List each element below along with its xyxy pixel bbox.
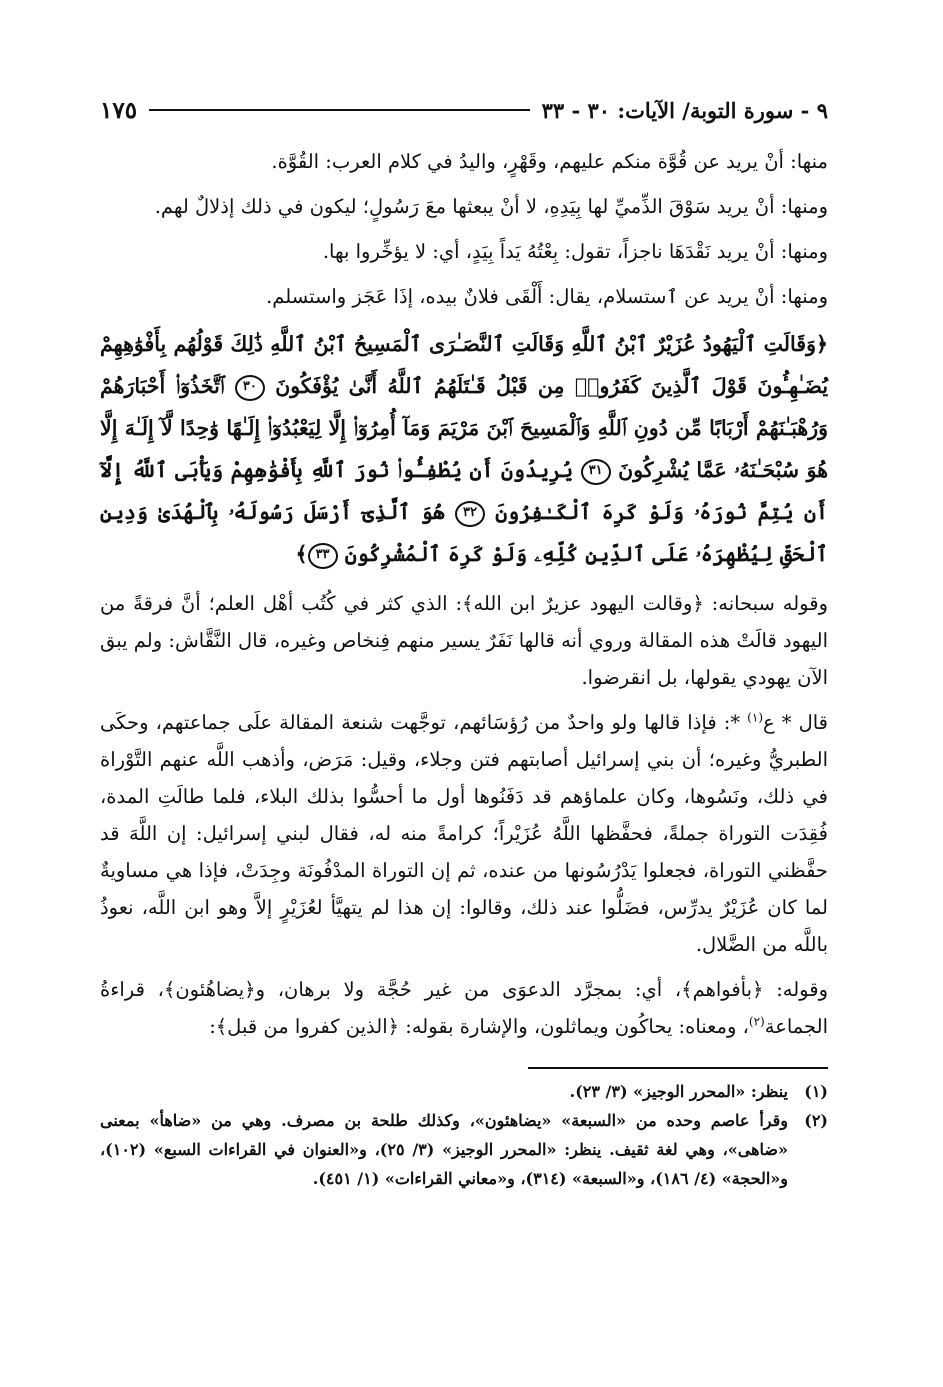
footnotes: [100, 1077, 828, 1193]
paragraph: ومنها: أنْ يريد عن ٱستسلام، يقال: أَلْقَى فلانٌ بيده، إذَا عَجَز واستسلم.: [266, 285, 828, 308]
paragraph: [100, 971, 828, 1045]
footnote-number: (١): [804, 1082, 828, 1101]
paragraph: [100, 704, 828, 963]
footnote-number: (٢): [804, 1111, 828, 1130]
ayah-marker: ٣٠: [235, 375, 265, 401]
text-run: وقوله: ﴿بأفواهم﴾، أي: بمجرَّد الدعوَى من غير حُجَّة ولا برهان، و﴿يضاهُئون﴾، قراءةُ الجماعة: [100, 978, 828, 1038]
ayah-marker: ٣٢: [455, 501, 485, 527]
text-run: ، ومعناه: يحاكُون ويماثلون، والإشارة بقوله: ﴿الذين كفروا من قبل﴾:: [209, 1015, 749, 1038]
verse-text: ٱتَّخَذُوٓا۟ أَحْبَارَهُمْ وَرُهْبَـٰنَهُمْ أَرْبَابًا مِّن دُونِ ٱللَّهِ وَٱلْمَسِيحَ ٱبْنَ مَرْيَمَ وَمَآ أُمِرُوٓا۟ إِلَّا لِيَعْبُدُوٓا۟ إِلَـٰهًا وَٰحِدًا لَّآ إِلَـٰهَ إِلَّا هُوَ سُبْحَـٰنَهُۥ عَمَّا يُشْرِكُونَ: [100, 374, 829, 482]
footnote-text: وقرأ عاصم وحده من «السبعة» «يضاهئون»، وكذلك طلحة بن مصرف. وهي من «ضاهأ» بمعنى «ضاهى»، وهي لغة ثقيف. ينظر: «المحرر الوجيز» (٣/ ٢٥)، و«العنوان في القراءات السبع» (١٠٢)، و«الحجة» (٤/ ١٨٦)، و«السبعة» (٣١٤)، و«معاني القراءات» (١/ ٤٥١).: [100, 1111, 789, 1188]
footnote: [100, 1106, 828, 1193]
header-title: ٩ - سورة التوبة/ الآيات: ٣٠ - ٣٣: [541, 97, 828, 123]
body-text: [100, 143, 828, 1045]
footnote-ref: (٢): [748, 1014, 765, 1029]
verse-text: يُرِيدُونَ أَن يُطْفِـُٔوا۟ نُورَ ٱللَّهِ بِأَفْوَٰهِهِمْ وَيَأْبَى ٱللَّهُ إِلَّآ أَن يُتِمَّ نُورَهُۥ وَلَوْ كَرِهَ ٱلْكَـٰفِرُونَ: [100, 458, 828, 524]
quran-verses: [100, 323, 828, 575]
text-run: *: فإذا قالها ولو واحدٌ من رُؤسَائهم، توجَّهت شنعة المقالة علَى جماعتهم، وحكَى الطبريُّ وغيره؛ أن بني إسرائيل أصابتهم فتن وجلاء، وقيل: مَرَض، وأذهب اللَّه عنهم التَّوْراة في ذلك، ونَسُوها، وكان علماؤهم قد دَفَنُوها أول ما أحسُّوا بذلك البلاء، فلما طالَتِ المدة، فُقِدَت التوراة جملةً، فحفَّظها اللَّهُ عُزَيْراً؛ كرامةً منه له، فقال لبني إسرائيل: إن اللَّهَ قد حفَّظني التوراة، فجعلوا يَدْرُسُونها من عنده، ثم إن التوراة المدْفُونَة وجِدَتْ، فإذا هي مساويةٌ لما كان عُزَيْرٌ يدرِّس، فضَلُّوا عند ذلك، وقالوا: إن هذا لم يتهيَّأ لعُزَيْرٍ إلاَّ وهو ابن اللَّه، نعوذُ باللَّه من الضَّلال.: [100, 711, 828, 956]
footnote: [100, 1077, 828, 1106]
ayah-marker: ٣١: [581, 459, 611, 485]
paragraph: ومنها: أنْ يريد نَقْدَهَا ناجزاً، تقول: بِعْتُهُ يَداً بِيَدٍ، أي: لا يؤخِّروا بها.: [322, 240, 828, 263]
running-header: [100, 95, 828, 125]
verse-text: ﴿وَقَالَتِ ٱلْيَهُودُ عُزَيْرٌ ٱبْنُ ٱللَّهِ وَقَالَتِ ٱلنَّصَـٰرَى ٱلْمَسِيحُ ٱبْنُ ٱللَّهِ ذَٰلِكَ قَوْلُهُم بِأَفْوَٰهِهِمْ يُضَـٰهِـُٔونَ قَوْلَ ٱلَّذِينَ كَفَرُوا۟ مِن قَبْلُ قَـٰتَلَهُمُ ٱللَّهُ أَنَّىٰ يُؤْفَكُونَ: [100, 332, 829, 398]
paragraph: ومنها: أنْ يريد سَوْقَ الذِّميِّ لها بِيَدِهِ، لا أنْ يبعثها معَ رَسُولٍ؛ ليكون في ذلك إذلالٌ لهم.: [154, 195, 828, 218]
ayah-marker: ٣٣: [308, 543, 338, 569]
page-number: ١٧٥: [100, 96, 138, 124]
paragraph: وقوله سبحانه: ﴿وقالت اليهود عزيرٌ ابن الله﴾: الذي كثر في كُتُب أهْل العلم؛ أنَّ فرقةً من اليهود قالَتْ هذه المقالة وروي أنه قالها نَفَرٌ يسير منهم فِنخاص وغيره، قال النَّقَّاش: ولم يبق الآن يهودي يقولها، بل انقرضوا.: [100, 592, 828, 689]
text-run: قال * ع: [763, 711, 829, 734]
footnote-text: ينظر: «المحرر الوجيز» (٣/ ٢٣).: [569, 1082, 788, 1101]
header-rule: [149, 109, 530, 111]
footnote-separator: [528, 1067, 828, 1069]
footnote-ref: (١): [747, 710, 763, 725]
verse-close-bracket: ﴾: [295, 542, 308, 566]
paragraph: منها: أنْ يريد عن قُوَّة منكم عليهم، وقَهْرٍ، واليدُ في كلام العرب: القُوَّة.: [271, 150, 828, 173]
page: [100, 95, 828, 1193]
verse-text: هُوَ ٱلَّذِىٓ أَرْسَلَ رَسُولَهُۥ بِٱلْهُدَىٰ وَدِينِ ٱلْحَقِّ لِيُظْهِرَهُۥ عَلَى ٱلدِّينِ كُلِّهِۦ وَلَوْ كَرِهَ ٱلْمُشْرِكُونَ: [100, 500, 828, 566]
